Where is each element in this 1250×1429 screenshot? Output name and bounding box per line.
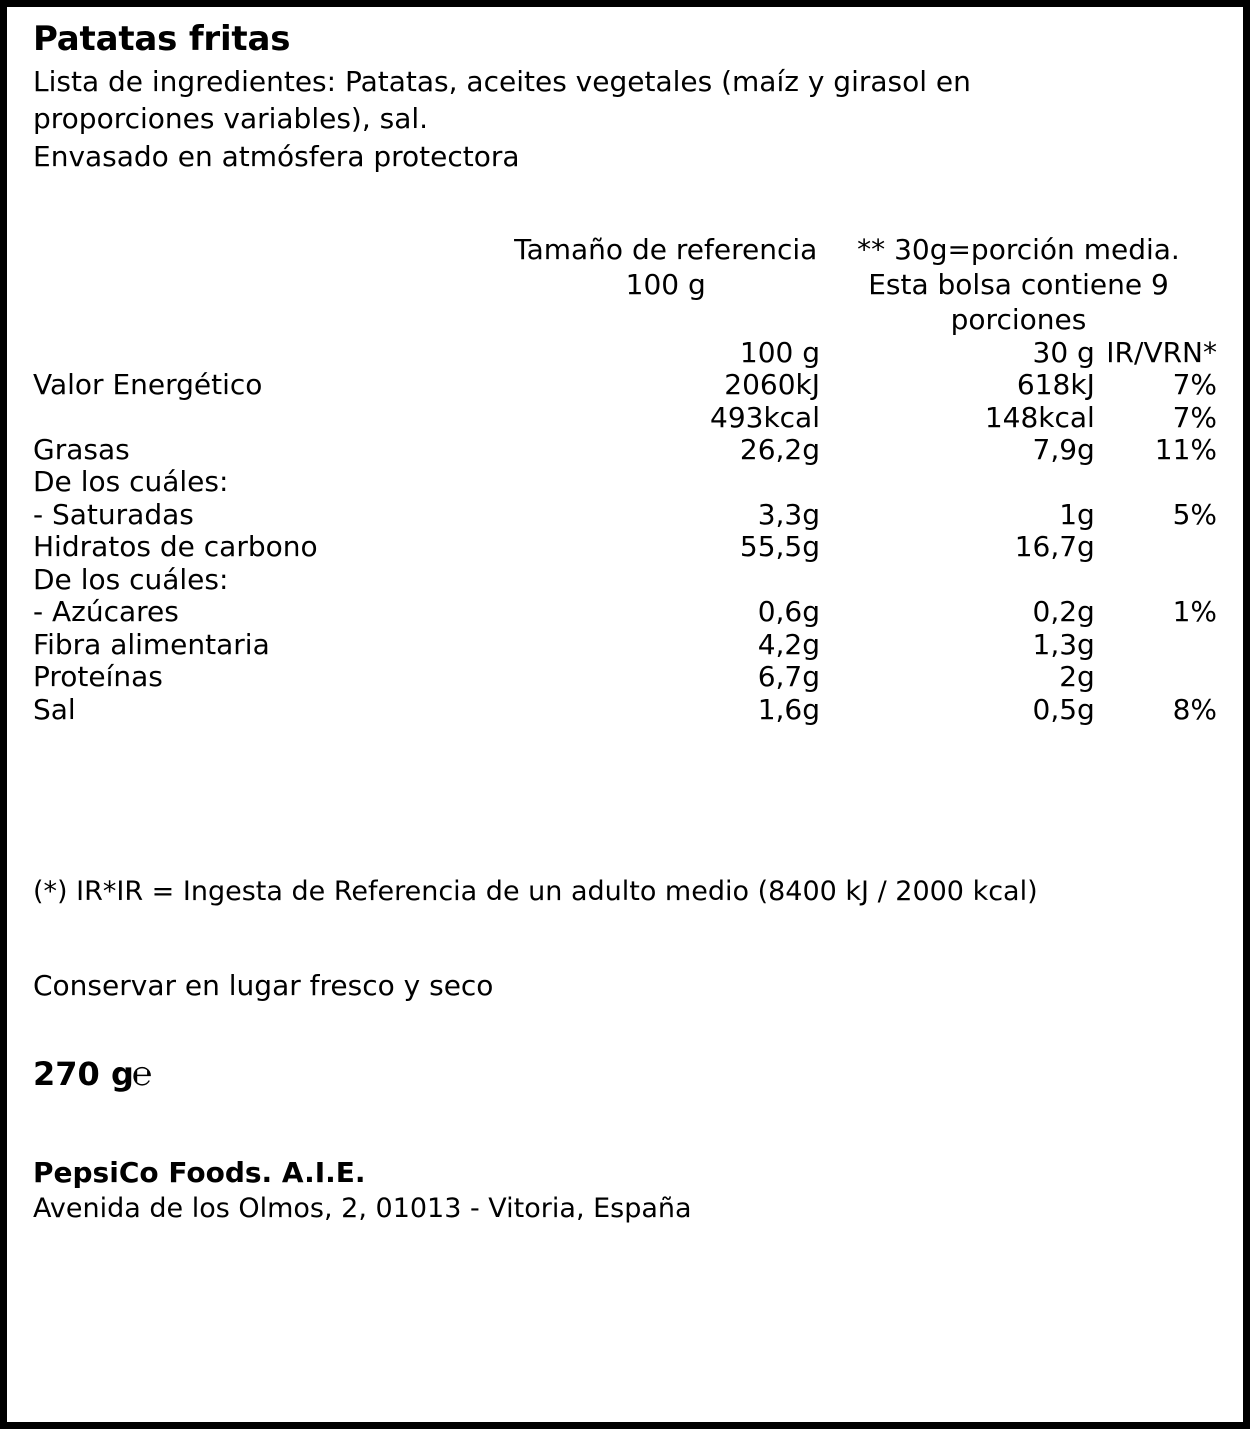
table-row (33, 402, 1217, 434)
row-value-ir (1095, 564, 1217, 596)
net-weight (33, 1054, 1217, 1094)
nutrition-table (33, 232, 1217, 727)
row-value-100g: 1,6g (757, 692, 820, 726)
column-header-30g: 30 g (1032, 335, 1095, 369)
row-value-30g: 0,2g (1032, 595, 1095, 629)
table-header-row (33, 232, 1217, 337)
table-row (33, 596, 1217, 628)
row-value-100g: 4,2g (757, 627, 820, 661)
row-value-100g: 2060kJ (724, 368, 820, 402)
portion-note-line3: porciones (950, 302, 1087, 336)
row-label: Sal (33, 692, 76, 726)
table-row (33, 661, 1217, 693)
net-weight-value: 270 g (33, 1055, 134, 1094)
table-row (33, 466, 1217, 498)
row-value-ir (1095, 629, 1217, 661)
table-row (33, 531, 1217, 563)
row-value-ir: 1% (1172, 595, 1217, 629)
row-value-ir (1095, 466, 1217, 498)
row-value-ir: 7% (1172, 400, 1217, 434)
row-value-ir (1095, 661, 1217, 693)
ingredients-text: Lista de ingredientes: Patatas, aceites vegetales (maíz y girasol en proporciones variables), sal. (33, 65, 971, 135)
row-value-100g: 6,7g (757, 660, 820, 694)
manufacturer-name: PepsiCo Foods. A.I.E. (33, 1156, 366, 1190)
column-header-100g: 100 g (739, 335, 820, 369)
row-value-100g: 0,6g (757, 595, 820, 629)
row-value-100g (511, 564, 820, 596)
table-row (33, 499, 1217, 531)
table-row (33, 629, 1217, 661)
row-value-30g: 618kJ (1016, 368, 1095, 402)
table-row (33, 564, 1217, 596)
row-label: De los cuáles: (33, 562, 229, 596)
row-value-100g (511, 466, 820, 498)
row-value-30g: 2g (1059, 660, 1095, 694)
column-header-spacer (33, 337, 511, 369)
row-value-ir: 8% (1172, 692, 1217, 726)
row-label: Fibra alimentaria (33, 627, 270, 661)
table-column-header-row (33, 337, 1217, 369)
row-value-100g: 26,2g (739, 432, 820, 466)
table-row (33, 434, 1217, 466)
row-value-30g: 1,3g (1032, 627, 1095, 661)
row-label: Valor Energético (33, 368, 263, 402)
reference-size-value: 100 g (625, 267, 706, 301)
column-header-ir: IR/VRN* (1106, 335, 1217, 369)
row-label: - Saturadas (33, 497, 194, 531)
row-value-30g: 16,7g (1014, 530, 1095, 564)
row-value-30g: 7,9g (1032, 432, 1095, 466)
row-label: De los cuáles: (33, 465, 229, 499)
row-value-30g: 0,5g (1032, 692, 1095, 726)
storage-instructions: Conservar en lugar fresco y seco (33, 969, 494, 1003)
page-title: Patatas fritas (33, 19, 291, 59)
row-value-ir: 7% (1172, 368, 1217, 402)
table-row (33, 694, 1217, 726)
portion-note-line1: ** 30g=porción media. (857, 232, 1180, 266)
row-label (33, 402, 511, 434)
manufacturer-address: Avenida de los Olmos, 2, 01013 - Vitoria, España (33, 1193, 692, 1225)
row-label: Grasas (33, 432, 130, 466)
reference-size-header (511, 232, 820, 337)
portion-note (820, 232, 1217, 337)
row-value-30g: 1g (1059, 497, 1095, 531)
row-label: - Azúcares (33, 595, 179, 629)
row-value-ir: 5% (1172, 497, 1217, 531)
row-value-ir: 11% (1154, 432, 1217, 466)
header-spacer (33, 232, 511, 337)
ir-footnote: (*) IR*IR = Ingesta de Referencia de un adulto medio (8400 kJ / 2000 kcal) (33, 876, 1038, 908)
row-value-30g (820, 564, 1095, 596)
row-value-ir (1095, 531, 1217, 563)
reference-size-label: Tamaño de referencia (514, 232, 818, 266)
portion-note-line2: Esta bolsa contiene 9 (868, 267, 1169, 301)
row-label: Proteínas (33, 660, 163, 694)
table-row (33, 369, 1217, 401)
row-value-30g (820, 466, 1095, 498)
row-value-100g: 3,3g (757, 497, 820, 531)
packaging-text: Envasado en atmósfera protectora (33, 140, 520, 174)
row-value-100g: 55,5g (739, 530, 820, 564)
estimated-sign-icon: ℮ (131, 1054, 153, 1095)
row-value-30g: 148kcal (984, 400, 1095, 434)
row-label: Hidratos de carbono (33, 530, 318, 564)
row-value-100g: 493kcal (710, 400, 820, 434)
